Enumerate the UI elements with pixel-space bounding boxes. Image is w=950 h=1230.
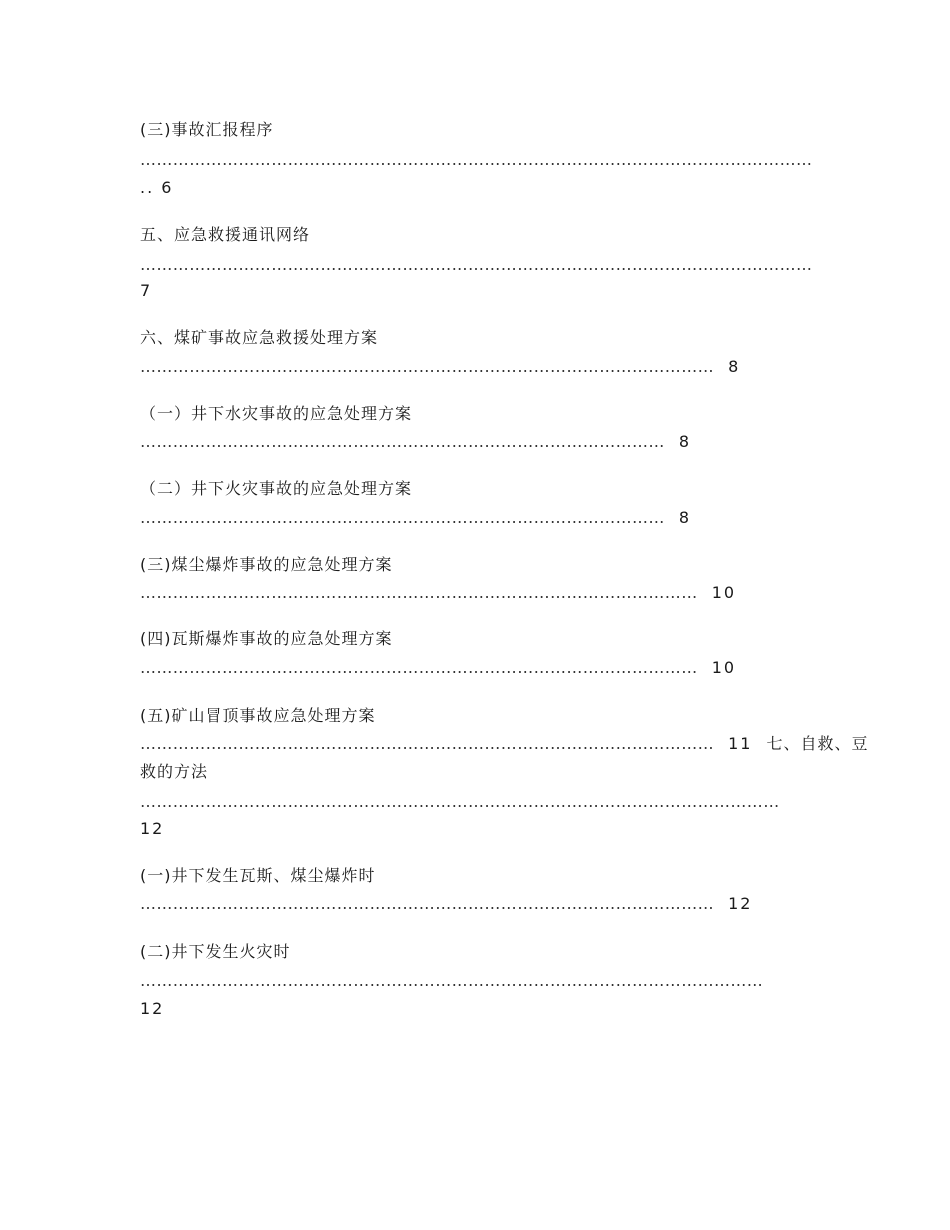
toc-entry-title: (一)井下发生瓦斯、煤尘爆炸时	[140, 866, 376, 885]
toc-entry-title: (三)事故汇报程序	[140, 120, 274, 139]
toc-page-number: 7	[140, 281, 153, 300]
toc-leader-row	[140, 893, 752, 915]
toc-page-number: 8	[678, 432, 692, 451]
toc-entry-title: (三)煤尘爆炸事故的应急处理方案	[140, 555, 393, 574]
toc-leader-dots: ……………………………………………………………………………………………………………	[140, 255, 813, 274]
toc-leader-dots: …………………………………………………………………………………………	[140, 583, 698, 602]
toc-leader-dots: ……………………………………………………………………………………………………………	[140, 150, 813, 169]
toc-entry-title: （二）井下火灾事故的应急处理方案	[140, 479, 413, 498]
toc-leader-dots: …………………………………………………………………………………………	[140, 658, 698, 677]
toc-entry-title: (四)瓦斯爆炸事故的应急处理方案	[140, 629, 393, 648]
toc-page-number: 8	[728, 357, 741, 376]
toc-page-number: 10	[711, 583, 737, 602]
toc-leader-row	[140, 657, 736, 679]
toc-leader-dots: ……………………………………………………………………………………………	[140, 894, 714, 913]
toc-page-number: .. 6	[140, 178, 174, 197]
toc-leader-row	[140, 733, 869, 755]
toc-page-number: 12	[140, 819, 165, 838]
toc-leader-dots: ……………………………………………………………………………………	[140, 508, 665, 527]
toc-entry-title: 救的方法	[140, 762, 209, 781]
toc-page-number: 12	[140, 999, 165, 1018]
toc-page-number: 11	[728, 734, 753, 753]
toc-page-number: 8	[678, 508, 692, 527]
toc-entry-title: （一）井下水灾事故的应急处理方案	[140, 404, 413, 423]
toc-page-number: 10	[711, 658, 737, 677]
toc-leader-row	[140, 431, 691, 453]
toc-entry-title: (二)井下发生火灾时	[140, 942, 291, 961]
toc-leader-dots: ……………………………………………………………………………………………	[140, 357, 714, 376]
toc-leader-dots: ………………………………………………………………………………………………………	[140, 792, 780, 811]
toc-leader-dots: ……………………………………………………………………………………………	[140, 734, 714, 753]
toc-entry-title: 五、应急救援通讯网络	[140, 225, 311, 244]
toc-entry-title: (五)矿山冒顶事故应急处理方案	[140, 706, 376, 725]
toc-page-number: 12	[728, 894, 753, 913]
toc-leader-row	[140, 507, 691, 529]
toc-leader-dots: ……………………………………………………………………………………	[140, 432, 665, 451]
toc-leader-row	[140, 582, 736, 604]
toc-leader-dots: ……………………………………………………………………………………………………	[140, 971, 764, 990]
toc-entry-title: 六、煤矿事故应急救援处理方案	[140, 328, 379, 347]
toc-entry-title: 七、自救、豆	[766, 734, 869, 753]
toc-leader-row	[140, 356, 740, 378]
